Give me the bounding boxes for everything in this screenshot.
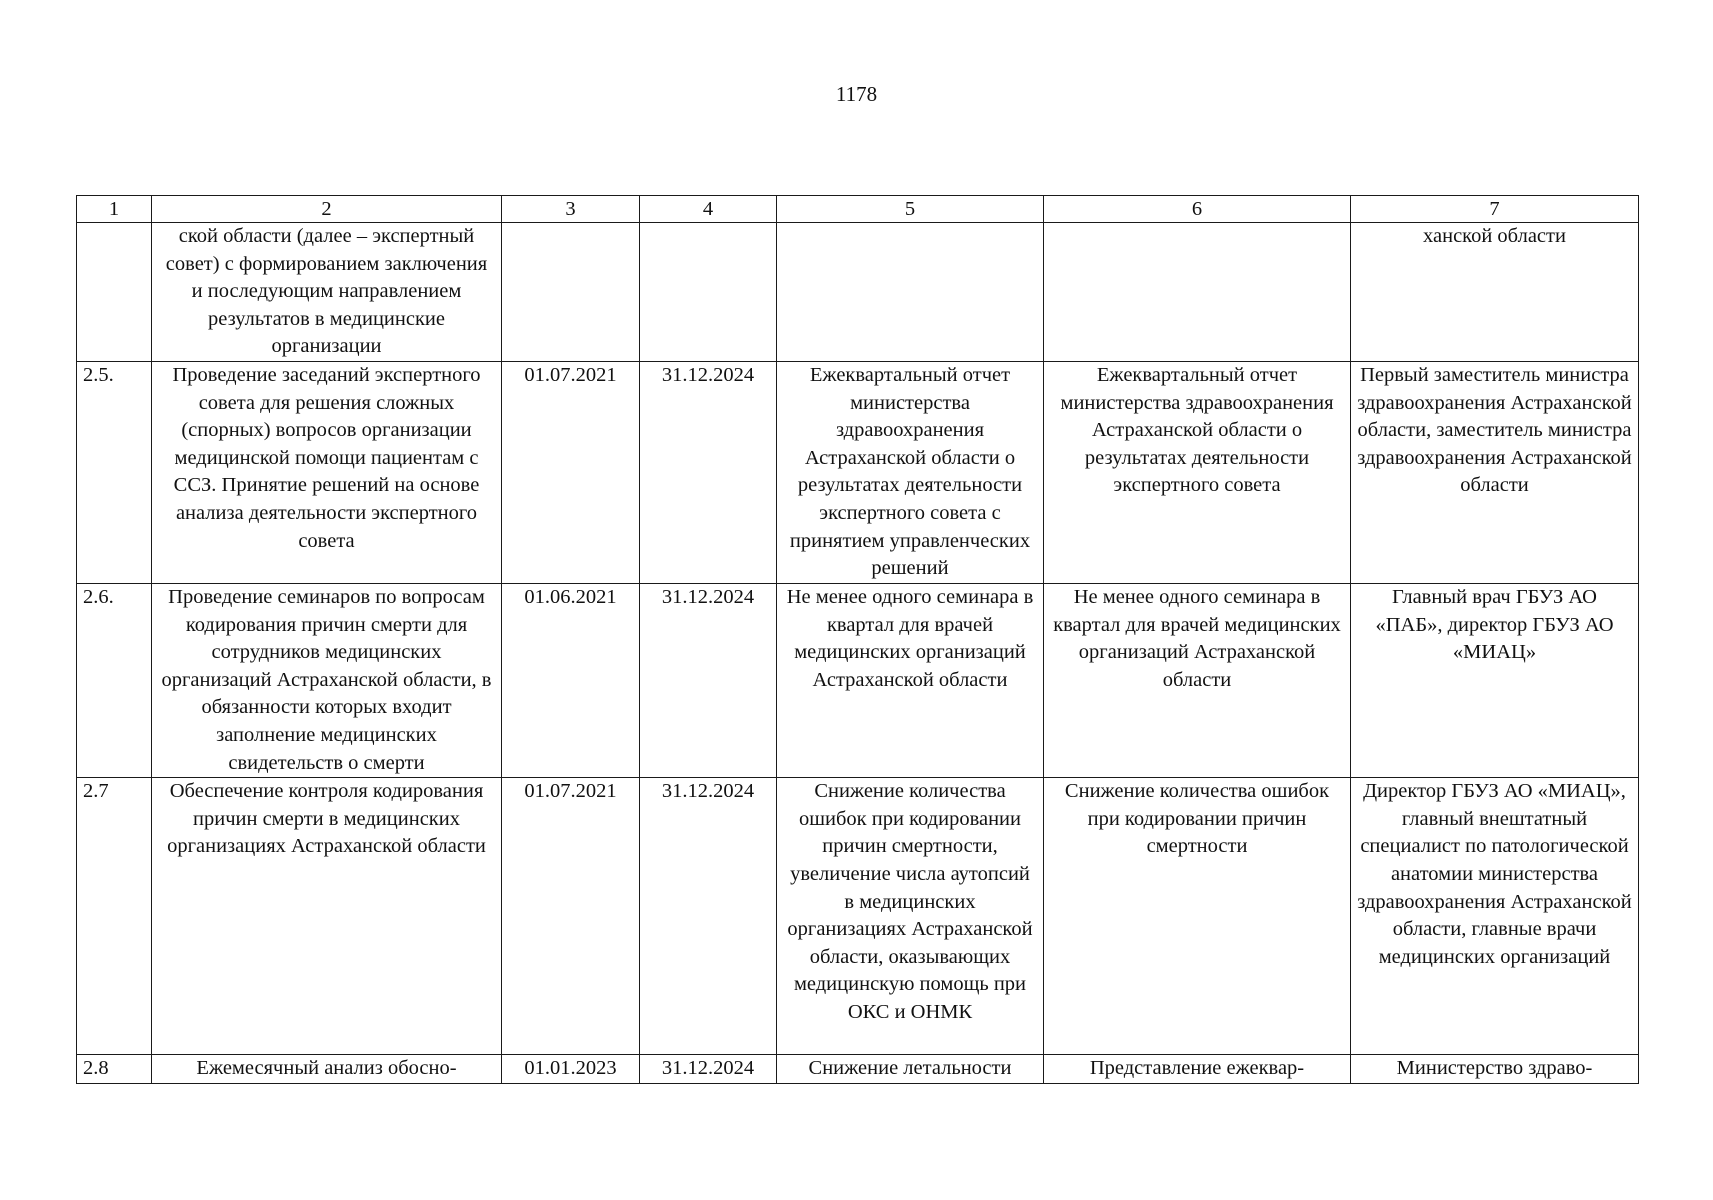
indicator-cell: Снижение количества ошибок при кодировании причин смертности (1044, 778, 1351, 1055)
responsible-cell: Министерство здраво- (1351, 1055, 1639, 1084)
item-number-cell: 2.8 (77, 1055, 152, 1084)
activity-cell: Ежемесячный анализ обосно- (152, 1055, 502, 1084)
responsible-cell: Главный врач ГБУЗ АО «ПАБ», директор ГБУЗ АО «МИАЦ» (1351, 584, 1639, 778)
column-number-header: 4 (640, 196, 777, 223)
item-number-cell: 2.5. (77, 362, 152, 584)
indicator-cell: Ежеквартальный отчет министерства здравоохранения Астраханской области о результатах деятельности экспертного совета (1044, 362, 1351, 584)
column-number-header: 1 (77, 196, 152, 223)
responsible-cell: ханской области (1351, 223, 1639, 362)
item-number-cell: 2.6. (77, 584, 152, 778)
action-plan-table (76, 195, 1639, 1084)
table-row (77, 1055, 1639, 1084)
end-date-cell: 31.12.2024 (640, 362, 777, 584)
expected-result-cell: Не менее одного семинара в квартал для врачей медицинских организаций Астраханской области (777, 584, 1044, 778)
start-date-cell: 01.01.2023 (502, 1055, 640, 1084)
end-date-cell: 31.12.2024 (640, 778, 777, 1055)
activity-cell: ской области (далее – экспертный совет) с формированием заключения и последующим направлением результатов в медицинские организации (152, 223, 502, 362)
table-row (77, 778, 1639, 1055)
start-date-cell: 01.06.2021 (502, 584, 640, 778)
end-date-cell: 31.12.2024 (640, 1055, 777, 1084)
page-number: 1178 (835, 82, 878, 106)
column-number-header: 6 (1044, 196, 1351, 223)
indicator-cell (1044, 223, 1351, 362)
column-number-header: 5 (777, 196, 1044, 223)
item-number-cell: 2.7 (77, 778, 152, 1055)
column-number-header: 3 (502, 196, 640, 223)
table-row (77, 584, 1639, 778)
expected-result-cell: Снижение летальности (777, 1055, 1044, 1084)
responsible-cell: Первый заместитель министра здравоохранения Астраханской области, заместитель министра здравоохранения Астраханской области (1351, 362, 1639, 584)
column-number-header: 2 (152, 196, 502, 223)
indicator-cell: Не менее одного семинара в квартал для врачей медицинских организаций Астраханской области (1044, 584, 1351, 778)
activity-cell: Проведение заседаний экспертного совета для решения сложных (спорных) вопросов организации медицинской помощи пациентам с ССЗ. Принятие решений на основе анализа деятельности экспертного совета (152, 362, 502, 584)
start-date-cell (502, 223, 640, 362)
responsible-cell: Директор ГБУЗ АО «МИАЦ», главный внештатный специалист по патологической анатомии министерства здравоохранения Астраханской области, главные врачи медицинских организаций (1351, 778, 1639, 1055)
table-row (77, 223, 1639, 362)
expected-result-cell (777, 223, 1044, 362)
expected-result-cell: Снижение количества ошибок при кодировании причин смертности, увеличение числа аутопсий в медицинских организациях Астраханской области, оказывающих медицинскую помощь при ОКС и ОНМК (777, 778, 1044, 1055)
item-number-cell (77, 223, 152, 362)
start-date-cell: 01.07.2021 (502, 778, 640, 1055)
start-date-cell: 01.07.2021 (502, 362, 640, 584)
column-number-header: 7 (1351, 196, 1639, 223)
column-number-row (77, 196, 1639, 223)
table-row (77, 362, 1639, 584)
indicator-cell: Представление ежеквар- (1044, 1055, 1351, 1084)
expected-result-cell: Ежеквартальный отчет министерства здравоохранения Астраханской области о результатах деятельности экспертного совета с принятием управленческих решений (777, 362, 1044, 584)
activity-cell: Проведение семинаров по вопросам кодирования причин смерти для сотрудников медицинских организаций Астраханской области, в обязанности которых входит заполнение медицинских свидетельств о смерти (152, 584, 502, 778)
end-date-cell: 31.12.2024 (640, 584, 777, 778)
end-date-cell (640, 223, 777, 362)
activity-cell: Обеспечение контроля кодирования причин смерти в медицинских организациях Астраханской области (152, 778, 502, 1055)
